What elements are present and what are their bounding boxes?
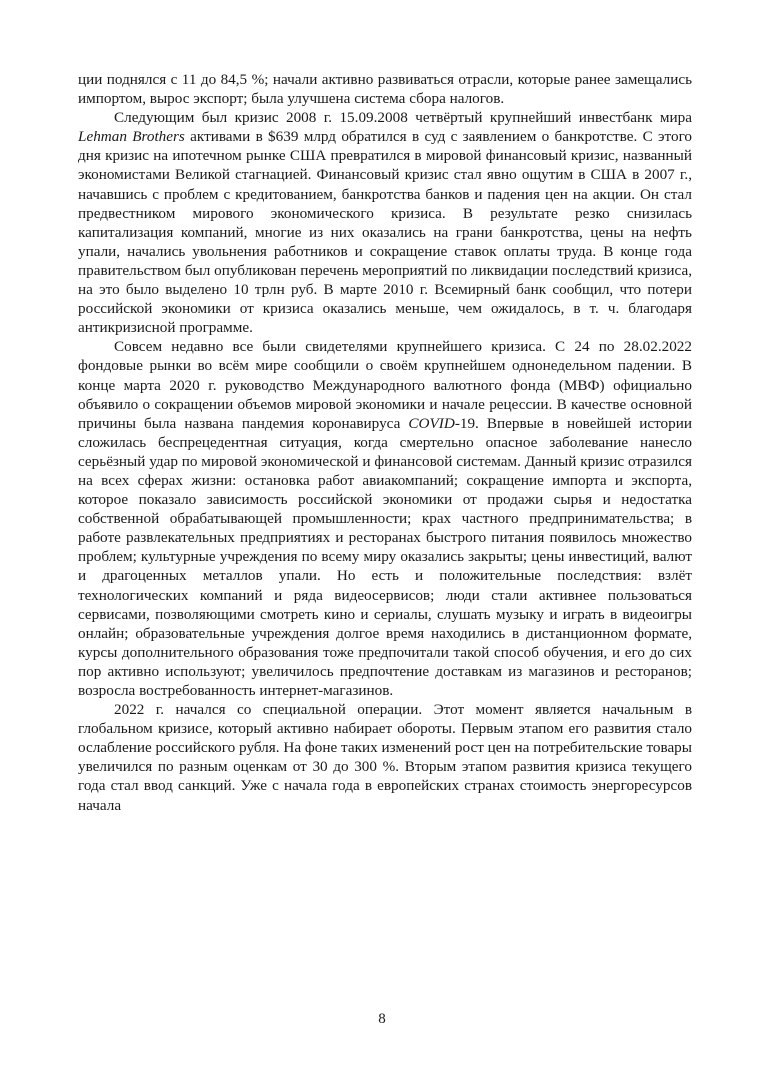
paragraph-text: активами в $639 млрд обратился в суд с заявлением о банкротстве. С этого дня кризис на ипотечном рынке США превратился в мировой финансовый кризис, названный экономистами Великой стагнацией. Финансовый кризис стал явно ощутим в США в 2007 г., начавшись с проблем с кредитованием, банкротства банков и падения цен на акции. Он стал предвестником мирового экономического кризиса. В результате резко снизилась капитализация компаний, многие из них оказались на грани банкротства, цены на нефть упали, начались увольнения работников и сокращение ставок оплаты труда. В конце года правительством был опубликован перечень мероприятий по ликвидации последствий кризиса, на это было выделено 10 трлн руб. В марте 2010 г. Всемирный банк сообщил, что потери российской экономики от кризиса оказались меньше, чем ожидалось, в т. ч. благодаря антикризисной программе. bbox=[78, 128, 693, 337]
company-name-italic: Lehman Brothers bbox=[78, 128, 185, 146]
paragraph-continued bbox=[78, 70, 692, 108]
paragraph-text: -19. Впервые в новейшей истории сложилась беспрецедентная ситуация, когда смертельно опасное заболевание нанесло серьёзный удар по мировой экономической и финансовой системам. Данный кризис отразился на всех сферах жизни: остановка работ авиакомпаний; сокращение импорта и экспорта, которое показало зависимость российской экономики от продажи сырья и недостатка собственной обрабатывающей промышленности; крах частного предпринимательства; в работе развлекательных предприятиях и ресторанах быстрого питания появилось множество проблем; культурные учреждения по всему миру оказались закрыты; цены инвестиций, валют и драгоценных металлов упали. Но есть и положительные последствия: взлёт технологических компаний и ряда видеосервисов; люди стали активнее пользоваться сервисами, позволяющими смотреть кино и сериалы, слушать музыку и играть в видеоигры онлайн; образовательные учреждения долгое время находились в дистанционном формате, курсы дополнительного образования тоже предпочитали такой способ обучения, и его до сих пор активно используют; увеличилось предпочтение доставкам из магазинов и ресторанов; возросла востребованность интернет-магазинов. bbox=[78, 414, 693, 699]
paragraph-covid-crisis bbox=[78, 337, 692, 700]
paragraph-2008-crisis bbox=[78, 108, 692, 337]
paragraph-2022 bbox=[78, 700, 692, 815]
paragraph-text: Следующим был кризис 2008 г. 15.09.2008 четвёртый крупнейший инвестбанк мира bbox=[114, 109, 692, 127]
paragraph-text: Совсем недавно все были свидетелями крупнейшего кризиса. С 24 по 28.02.2022 фондовые рынки во всём мире сообщили о своём крупнейшем однонедельном падении. В конце марта 2020 г. руководство Международного валютного фонда (МВФ) официально объявило о сокращении объемов мировой экономики и начале рецессии. В качестве основной причины была названа пандемия коронавируса bbox=[78, 338, 692, 432]
paragraph-text: ции поднялся с 11 до 84,5 %; начали активно развиваться отрасли, которые ранее замещались импортом, вырос экспорт; была улучшена система сбора налогов. bbox=[78, 71, 692, 108]
page-body bbox=[78, 70, 692, 815]
covid-term-italic: COVID bbox=[408, 414, 455, 432]
page-number: 8 bbox=[378, 1011, 386, 1027]
paragraph-text: 2022 г. начался со специальной операции. Этот момент является начальным в глобальном кризисе, который активно набирает обороты. Первым этапом его развития стало ослабление российского рубля. На фоне таких изменений рост цен на потребительские товары увеличился по разным оценкам от 30 до 300 %. Вторым этапом развития кризиса текущего года стал ввод санкций. Уже с начала года в европейских странах стоимость энергоресурсов начала bbox=[78, 701, 692, 814]
